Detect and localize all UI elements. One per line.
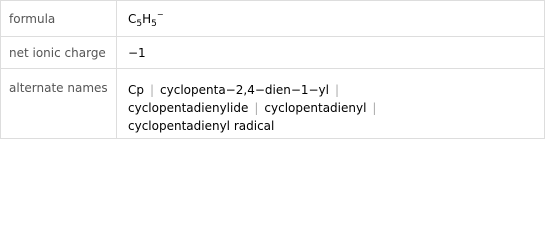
name-separator: | xyxy=(372,101,377,115)
chemical-formula xyxy=(128,9,164,29)
formula-label: formula xyxy=(1,1,117,37)
formula-count-h: 5 xyxy=(151,18,157,29)
formula-value xyxy=(117,1,545,37)
net-ionic-charge-label: net ionic charge xyxy=(1,37,117,69)
name-separator: | xyxy=(150,83,155,97)
alternate-names-row xyxy=(1,69,545,139)
formula-element-c: C xyxy=(128,11,137,26)
alternate-names-list xyxy=(128,81,544,135)
alternate-names-label: alternate names xyxy=(1,69,117,139)
net-ionic-charge-row xyxy=(1,37,545,69)
alternate-names-value xyxy=(117,69,545,139)
name-separator: | xyxy=(254,101,259,115)
alternate-name: cyclopentadienylide xyxy=(128,101,249,115)
formula-element-h: H xyxy=(142,11,152,26)
alternate-name: cyclopentadienyl xyxy=(264,101,367,115)
formula-row xyxy=(1,1,545,37)
alternate-name: cyclopentadienyl radical xyxy=(128,119,275,133)
formula-charge: − xyxy=(156,9,164,19)
name-separator: | xyxy=(335,83,340,97)
alternate-name: Cp xyxy=(128,83,144,97)
alternate-name: cyclopenta−2,4−dien−1−yl xyxy=(160,83,329,97)
formula-count-c: 5 xyxy=(136,18,143,29)
net-ionic-charge-value: −1 xyxy=(117,37,545,69)
